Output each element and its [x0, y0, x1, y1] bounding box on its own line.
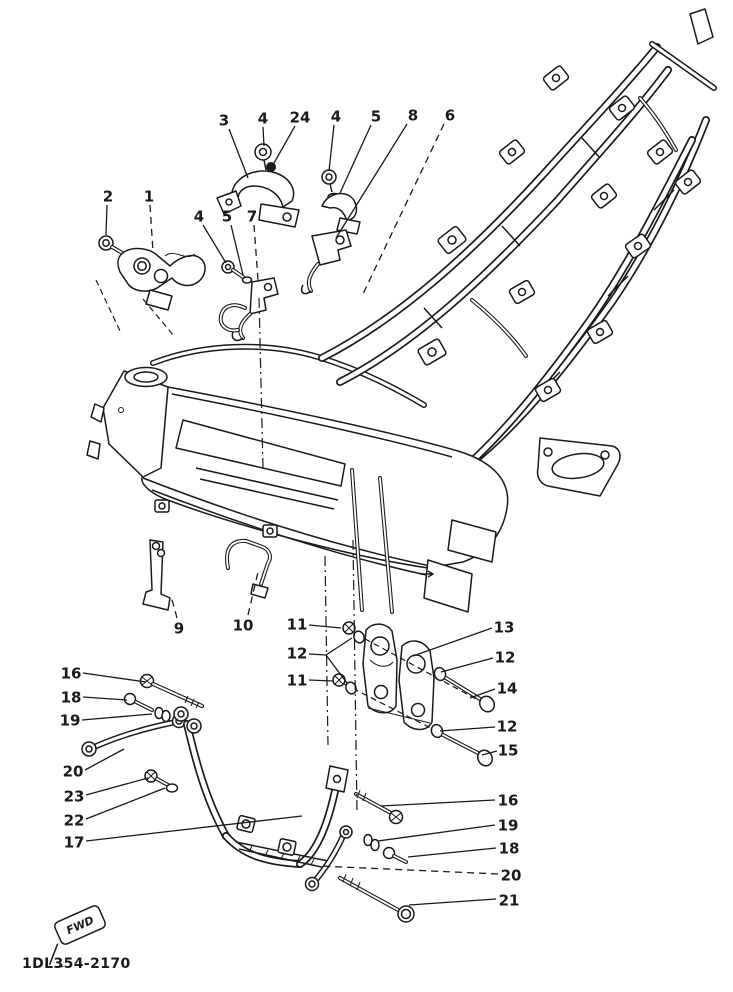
leader-line-9-12	[171, 596, 177, 618]
fwd-stamp-text: FWD	[64, 913, 96, 938]
leader-line-13-17	[413, 628, 492, 656]
callout-12-15: 12	[286, 644, 308, 663]
leader-line-16-29	[381, 800, 495, 806]
leader-line-11-16	[309, 680, 333, 681]
callout-22-27: 22	[63, 811, 85, 830]
callout-13-17: 13	[493, 618, 515, 637]
callout-17-28: 17	[63, 833, 85, 852]
callout-1-8: 1	[143, 187, 155, 206]
leader-line-19-30	[378, 825, 495, 841]
callout-4-3: 4	[330, 107, 342, 126]
leader-line-3-0	[229, 129, 248, 178]
leader-line-12-15	[309, 654, 326, 655]
callout-5-4: 5	[370, 107, 382, 126]
callout-12-18: 12	[494, 648, 516, 667]
leader-line-1-8	[150, 205, 153, 252]
leader-line-4-3	[329, 125, 334, 171]
callout-16-22: 16	[60, 664, 82, 683]
callout-10-13: 10	[232, 616, 254, 635]
upper-small-parts	[99, 144, 360, 340]
callout-19-24: 19	[59, 711, 81, 730]
leader-line-20-32	[320, 866, 498, 874]
callout-8-5: 8	[407, 106, 419, 125]
callout-2-7: 2	[102, 187, 114, 206]
leader-line-18-31	[408, 848, 496, 857]
leader-line-11-14	[309, 625, 341, 628]
leader-line-7-11	[254, 225, 258, 280]
diagram-id-label: 1DL354-2170	[22, 956, 131, 972]
beam-hanging-bracket	[263, 525, 277, 537]
leader-line-17-28	[86, 816, 302, 841]
leader-line-23-26	[86, 778, 148, 795]
leader-line-21-33	[409, 899, 496, 905]
callout-5-10: 5	[221, 207, 233, 226]
callout-20-25: 20	[62, 762, 84, 781]
leader-line-12-20	[440, 727, 495, 731]
leader-line-24-2	[274, 126, 295, 163]
leader-line-5-4	[340, 125, 371, 193]
callout-11-14: 11	[286, 615, 308, 634]
callout-23-26: 23	[63, 787, 85, 806]
callout-4-9: 4	[193, 207, 205, 226]
leader-line-2-7	[106, 205, 107, 235]
callout-6-6: 6	[444, 106, 456, 125]
leader-line-12-18	[441, 658, 493, 672]
callout-18-23: 18	[60, 688, 82, 707]
bottom-parts	[82, 675, 414, 923]
callout-20-32: 20	[500, 866, 522, 885]
leader-line-18-23	[83, 697, 127, 700]
leader-line-6-6	[362, 124, 444, 296]
callout-15-21: 15	[497, 741, 519, 760]
leader-line-4-9	[203, 225, 226, 263]
leader-line-4-1	[263, 127, 264, 146]
beam-hanging-bracket	[155, 500, 169, 512]
callout-12-20: 12	[496, 717, 518, 736]
callout-16-29: 16	[497, 791, 519, 810]
callout-24-2: 24	[289, 108, 311, 127]
callout-18-31: 18	[498, 839, 520, 858]
leader-line-16-22	[83, 673, 146, 682]
leader-line-22-27	[86, 788, 165, 819]
leader-line-12-15	[326, 638, 352, 655]
callout-21-33: 21	[498, 891, 520, 910]
callout-14-19: 14	[496, 679, 518, 698]
callout-4-1: 4	[257, 109, 269, 128]
callout-3-0: 3	[218, 111, 230, 130]
callout-9-12: 9	[173, 619, 185, 638]
callout-19-30: 19	[497, 816, 519, 835]
leader-line-19-24	[82, 714, 152, 720]
leader-line-8-5	[336, 124, 407, 238]
callout-11-16: 11	[286, 671, 308, 690]
rail-brackets	[417, 65, 701, 403]
callout-7-11: 7	[246, 207, 258, 226]
